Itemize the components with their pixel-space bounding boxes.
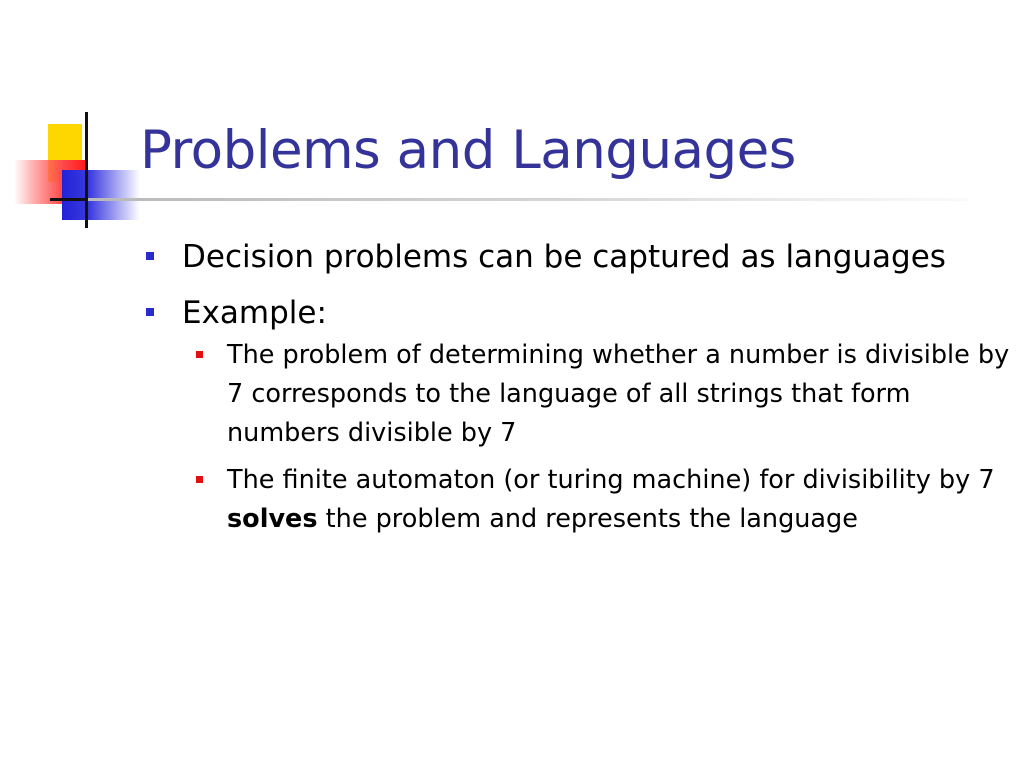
- sub-bullet-list: [140, 336, 1010, 539]
- square-bullet-icon: [146, 252, 154, 260]
- sub-bullet-text: The problem of determining whether a number is divisible by 7 corresponds to the language of all strings that form numbers divisible by 7: [227, 340, 1010, 448]
- slide-title: Problems and Languages: [140, 120, 796, 181]
- slide-body: [140, 236, 1010, 553]
- bullet-text: Decision problems can be captured as languages: [182, 239, 946, 275]
- square-bullet-icon: [196, 476, 203, 483]
- bullet-text: Example:: [182, 295, 327, 331]
- corner-decoration: [0, 0, 160, 240]
- bullet-list: [140, 236, 1010, 539]
- square-bullet-icon: [146, 308, 154, 316]
- sub-bullet-text-end: the problem and represents the language: [317, 504, 858, 534]
- vertical-rule: [85, 112, 88, 228]
- sub-bullet-item: [140, 461, 1010, 539]
- sub-bullet-text-start: The finite automaton (or turing machine) for divisibility by 7: [227, 465, 995, 495]
- square-bullet-icon: [196, 351, 203, 358]
- blue-block: [62, 170, 140, 220]
- title-underline: [88, 198, 968, 201]
- emphasis-text: solves: [227, 504, 318, 534]
- sub-bullet-item: [140, 336, 1010, 453]
- bullet-item: [140, 292, 1010, 539]
- bullet-item: [140, 236, 1010, 278]
